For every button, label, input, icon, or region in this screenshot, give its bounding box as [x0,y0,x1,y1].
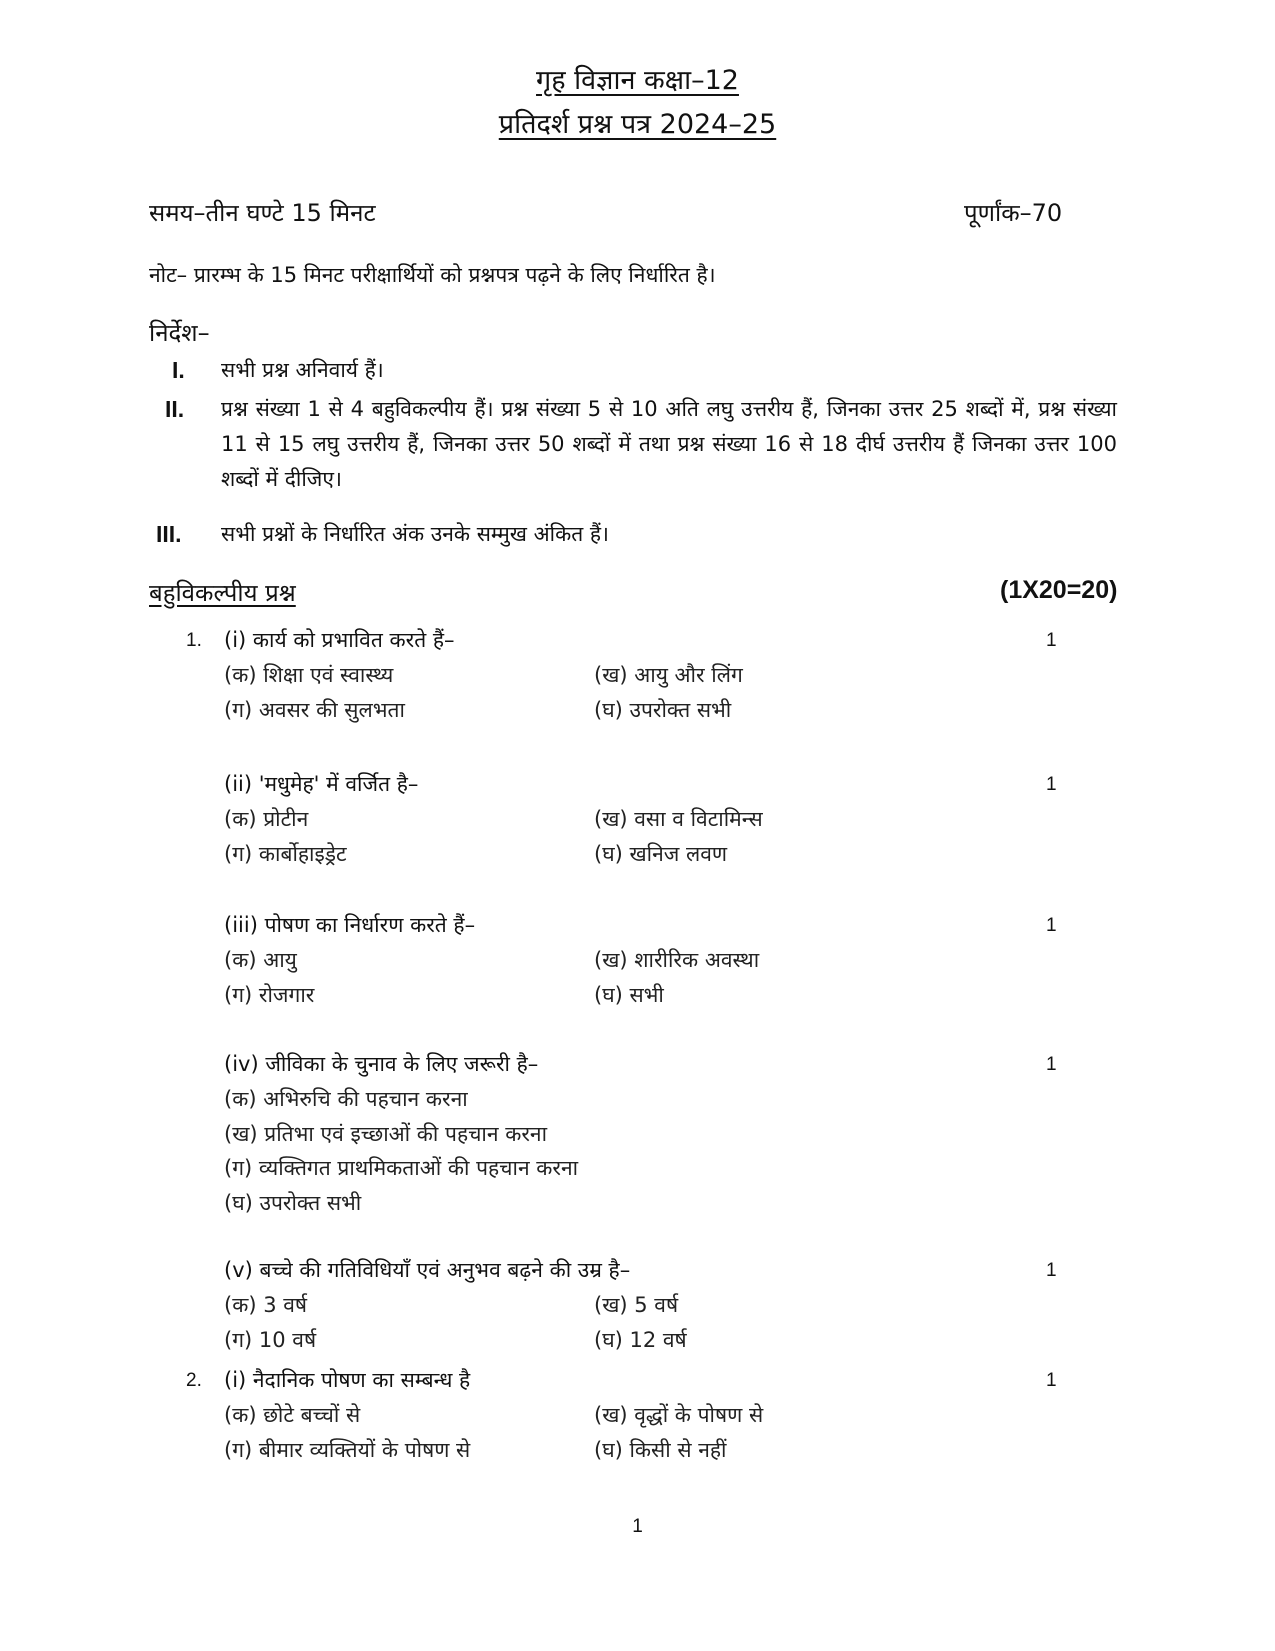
question-marks: 1 [1046,1260,1057,1281]
direction-text: सभी प्रश्नों के निर्धारित अंक उनके सम्मुख अंकित हैं। [221,522,609,546]
direction-num: II. [165,396,185,422]
question-text: (i) नैदानिक पोषण का सम्बन्ध है [224,1368,471,1392]
option: (क) आयु [224,948,297,972]
page-number: 1 [632,1516,643,1537]
direction-num: I. [172,357,185,383]
option: (क) अभिरुचि की पहचान करना [224,1087,468,1111]
question-text: (v) बच्चे की गतिविधियाँ एवं अनुभव बढ़ने की उम्र है– [224,1258,631,1282]
option: (घ) खनिज लवण [594,842,728,866]
question-marks: 1 [1046,774,1057,795]
option: (ख) वृद्धों के पोषण से [594,1403,764,1427]
option: (घ) सभी [594,983,664,1007]
option: (क) 3 वर्ष [224,1293,308,1317]
exam-subtitle: प्रतिदर्श प्रश्न पत्र 2024–25 [498,109,777,140]
section-marks: (1X20=20) [1000,576,1118,604]
option: (ख) शारीरिक अवस्था [594,948,760,972]
question-marks: 1 [1046,1054,1057,1075]
max-marks: पूर्णांक–70 [964,199,1063,227]
exam-time: समय–तीन घण्टे 15 मिनट [149,199,376,227]
option: (क) शिक्षा एवं स्वास्थ्य [224,663,394,687]
option: (ग) अवसर की सुलभता [224,698,405,722]
option: (ग) 10 वर्ष [224,1328,317,1352]
exam-title: गृह विज्ञान कक्षा–12 [536,65,739,96]
direction-text: सभी प्रश्न अनिवार्य हैं। [221,358,384,382]
question-marks: 1 [1046,1370,1057,1391]
option: (घ) उपरोक्त सभी [594,698,732,722]
option: (ग) रोजगार [224,983,315,1007]
section-title: बहुविकल्पीय प्रश्न [149,579,296,607]
directions-heading: निर्देश– [149,319,210,347]
option: (ग) कार्बोहाइड्रेट [224,842,347,866]
question-number: 2. [186,1370,202,1391]
option: (ख) आयु और लिंग [594,663,743,687]
question-marks: 1 [1046,915,1057,936]
direction-text: प्रश्न संख्या 1 से 4 बहुविकल्पीय हैं। प्रश्न संख्या 5 से 10 अति लघु उत्तरीय हैं, जिनका उत्तर 25 शब्दों में, प्रश्न संख्या 11 से 15 लघु उत्तरीय हैं, जिनका उत्तर 50 शब्दों में तथा प्रश्न संख्या 16 से 18 दीर्घ उत्तरीय हैं जिनका उत्तर 100 शब्दों में दीजिए। [221,397,1117,491]
question-text: (iv) जीविका के चुनाव के लिए जरूरी है– [224,1052,539,1076]
exam-note: नोट– प्रारम्भ के 15 मिनट परीक्षार्थियों को प्रश्नपत्र पढ़ने के लिए निर्धारित है। [149,263,716,287]
question-number: 1. [186,630,202,651]
question-text: (i) कार्य को प्रभावित करते हैं– [224,628,455,652]
question-text: (ii) 'मधुमेह' में वर्जित है– [224,772,419,796]
option: (घ) किसी से नहीं [594,1438,727,1462]
option: (क) प्रोटीन [224,807,309,831]
direction-num: III. [156,521,182,547]
option: (क) छोटे बच्चों से [224,1403,361,1427]
option: (घ) 12 वर्ष [594,1328,687,1352]
option: (ख) वसा व विटामिन्स [594,807,763,831]
option: (ग) व्यक्तिगत प्राथमिकताओं की पहचान करना [224,1156,579,1180]
option: (ग) बीमार व्यक्तियों के पोषण से [224,1438,471,1462]
question-marks: 1 [1046,630,1057,651]
option: (घ) उपरोक्त सभी [224,1191,362,1215]
option: (ख) 5 वर्ष [594,1293,679,1317]
option: (ख) प्रतिभा एवं इच्छाओं की पहचान करना [224,1122,548,1146]
question-text: (iii) पोषण का निर्धारण करते हैं– [224,913,476,937]
